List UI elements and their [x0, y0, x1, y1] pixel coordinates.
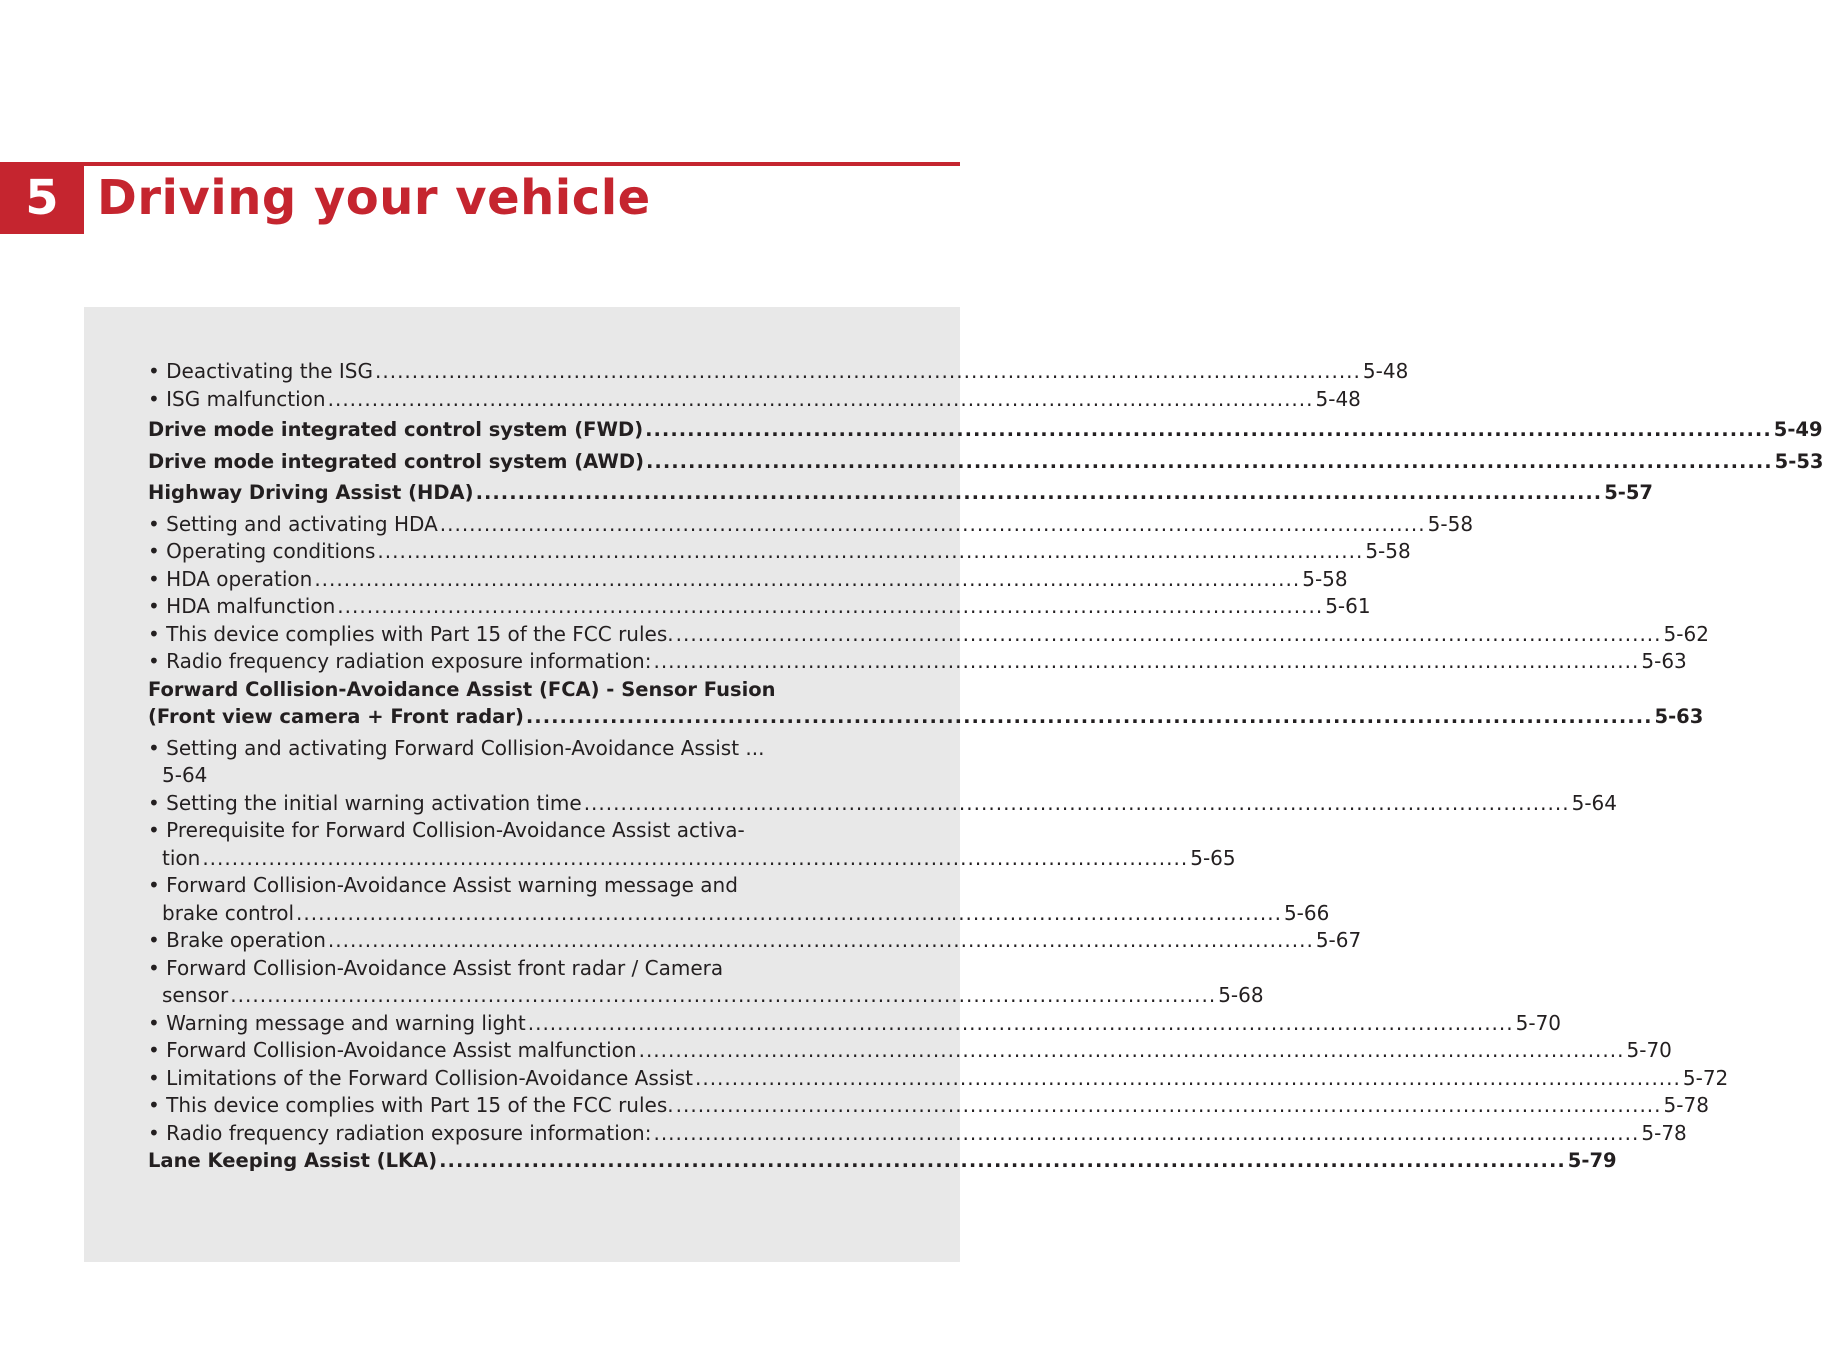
dot-leader: ......................................................................................................................................	[314, 566, 1301, 591]
toc-entry-title: brake control	[162, 900, 295, 925]
toc-entry[interactable]	[148, 1065, 1729, 1093]
dot-leader: ......................................................................................................................................	[646, 449, 1773, 473]
toc-entry-line1[interactable]: • Forward Collision-Avoidance Assist warning message and	[148, 873, 738, 897]
dot-leader: ......................................................................................................................................	[202, 845, 1189, 870]
toc-entry-page: 5-70	[1515, 1010, 1562, 1035]
toc-section-entry[interactable]	[148, 703, 1704, 731]
toc-entry-page: 5-64	[162, 763, 208, 787]
toc-entry-title: • This device complies with Part 15 of the FCC rules.	[148, 621, 674, 646]
toc-entry[interactable]	[148, 927, 1362, 955]
dot-leader: ......................................................................................................................................	[439, 1149, 1566, 1172]
toc-entry-page: 5-64	[1571, 790, 1617, 815]
toc-entry-page: 5-70	[1626, 1038, 1672, 1062]
toc-entry-page: 5-48	[1315, 386, 1361, 411]
toc-entry-title: • Setting the initial warning activation time	[148, 790, 582, 815]
toc-entry-line1[interactable]: • Prerequisite for Forward Collision-Avoidance Assist activa-	[148, 818, 745, 842]
chapter-title: Driving your vehicle	[97, 170, 651, 226]
toc-entry-page: 5-48	[1362, 359, 1409, 383]
toc-section-entry-line1[interactable]: Forward Collision-Avoidance Assist (FCA) - Sensor Fusion	[148, 677, 776, 701]
dot-leader: ......................................................................................................................................	[653, 649, 1640, 673]
dot-leader: ......................................................................................................................................	[296, 900, 1282, 925]
toc-entry-page: 5-62	[1663, 621, 1709, 646]
dot-leader: ......................................................................................................................................	[375, 359, 1361, 383]
dot-leader: ......................................................................................................................................	[327, 386, 1314, 411]
toc-entry-title: • Brake operation	[148, 928, 326, 952]
dot-leader: ......................................................................................................................................	[525, 705, 1653, 728]
dot-leader: ......................................................................................................................................	[377, 539, 1364, 563]
toc-entry-title: • Warning message and warning light	[148, 1010, 526, 1035]
toc-entry-page: 5-65	[1190, 845, 1236, 870]
toc-entry-title: • Radio frequency radiation exposure information:	[148, 649, 652, 673]
toc-entry-title: Drive mode integrated control system (FWD)	[148, 418, 644, 441]
toc-section-entry[interactable]	[148, 448, 1823, 476]
table-of-contents	[148, 358, 1823, 1179]
toc-entry[interactable]	[148, 1120, 1687, 1148]
toc-entry-title: • Radio frequency radiation exposure information:	[148, 1120, 652, 1145]
toc-entry-title: • Forward Collision-Avoidance Assist malfunction	[148, 1038, 637, 1062]
dot-leader: ......................................................................................................................................	[653, 1120, 1640, 1145]
toc-entry-title: sensor	[162, 983, 229, 1007]
toc-entry-title: • ISG malfunction	[148, 386, 326, 411]
chapter-number: 5	[25, 170, 59, 226]
dot-leader: ......................................................................................................................................	[675, 1093, 1662, 1117]
dot-leader: ......................................................................................................................................	[327, 928, 1314, 952]
toc-entry-title: • This device complies with Part 15 of the FCC rules.	[148, 1093, 674, 1117]
toc-entry[interactable]	[148, 386, 1361, 414]
toc-entry-page: 5-67	[1315, 928, 1362, 952]
toc-entry-title: • Operating conditions	[148, 539, 376, 563]
toc-entry[interactable]	[148, 648, 1687, 676]
toc-entry[interactable]	[148, 900, 1330, 928]
toc-entry[interactable]	[148, 982, 1264, 1010]
dot-leader: ......................................................................................................................................	[337, 594, 1324, 618]
toc-entry-title: • HDA malfunction	[148, 594, 336, 618]
toc-entry[interactable]	[148, 621, 1709, 649]
toc-entry[interactable]	[148, 845, 1236, 873]
dot-leader: ......................................................................................................................................	[230, 983, 1217, 1007]
toc-entry-title: tion	[162, 845, 201, 870]
toc-entry[interactable]	[148, 538, 1411, 566]
toc-entry-line1[interactable]: • Forward Collision-Avoidance Assist front radar / Camera	[148, 955, 724, 980]
dot-leader: ......................................................................................................................................	[645, 418, 1772, 441]
toc-entry-page: 5-79	[1567, 1149, 1617, 1172]
dot-leader: ......................................................................................................................................	[527, 1010, 1514, 1035]
toc-entry-title: • HDA operation	[148, 566, 313, 591]
toc-entry[interactable]	[148, 1010, 1562, 1038]
dot-leader: ......................................................................................................................................	[475, 481, 1603, 504]
toc-entry-title: • Limitations of the Forward Collision-Avoidance Assist	[148, 1065, 693, 1090]
toc-entry-page: 5-78	[1641, 1120, 1687, 1145]
toc-entry-page: 5-53	[1774, 449, 1823, 473]
toc-entry-page: 5-72	[1682, 1065, 1729, 1090]
toc-entry-page: 5-78	[1663, 1093, 1709, 1117]
toc-entry[interactable]	[148, 1037, 1672, 1065]
toc-entry-line1[interactable]: • Setting and activating Forward Collision-Avoidance Assist ...	[148, 735, 765, 760]
toc-entry-page: 5-66	[1283, 900, 1330, 925]
dot-leader: ......................................................................................................................................	[439, 511, 1426, 536]
toc-entry-page: 5-57	[1604, 481, 1654, 504]
toc-entry-title: • Deactivating the ISG	[148, 359, 373, 383]
toc-entry-page: 5-68	[1218, 983, 1264, 1007]
toc-entry-page: 5-58	[1427, 511, 1474, 536]
toc-entry-page: 5-58	[1302, 566, 1348, 591]
toc-entry-title: • Setting and activating HDA	[148, 511, 438, 536]
toc-section-entry[interactable]	[148, 416, 1823, 444]
toc-entry-page: 5-61	[1325, 594, 1371, 618]
toc-entry[interactable]	[148, 511, 1474, 539]
toc-entry-title: Highway Driving Assist (HDA)	[148, 481, 474, 504]
toc-entry[interactable]	[148, 358, 1409, 386]
toc-entry[interactable]	[148, 1092, 1709, 1120]
toc-section-entry[interactable]	[148, 1147, 1617, 1175]
dot-leader: ......................................................................................................................................	[694, 1065, 1681, 1090]
chapter-number-tab	[0, 162, 84, 234]
toc-entry-page: 5-63	[1654, 705, 1704, 728]
toc-entry-page: 5-58	[1365, 539, 1411, 563]
toc-entry-page: 5-49	[1773, 418, 1823, 441]
dot-leader: ......................................................................................................................................	[583, 790, 1570, 815]
dot-leader: ......................................................................................................................................	[638, 1038, 1625, 1062]
toc-entry-title: Drive mode integrated control system (AWD)	[148, 449, 645, 473]
toc-entry[interactable]	[148, 790, 1617, 818]
toc-entry-title: (Front view camera + Front radar)	[148, 705, 524, 728]
toc-entry[interactable]	[148, 566, 1348, 594]
toc-entry[interactable]	[148, 593, 1371, 621]
toc-entry-page: 5-63	[1641, 649, 1687, 673]
dot-leader: ......................................................................................................................................	[675, 621, 1662, 646]
toc-entry-title: Lane Keeping Assist (LKA)	[148, 1149, 438, 1172]
toc-section-entry[interactable]	[148, 479, 1654, 507]
